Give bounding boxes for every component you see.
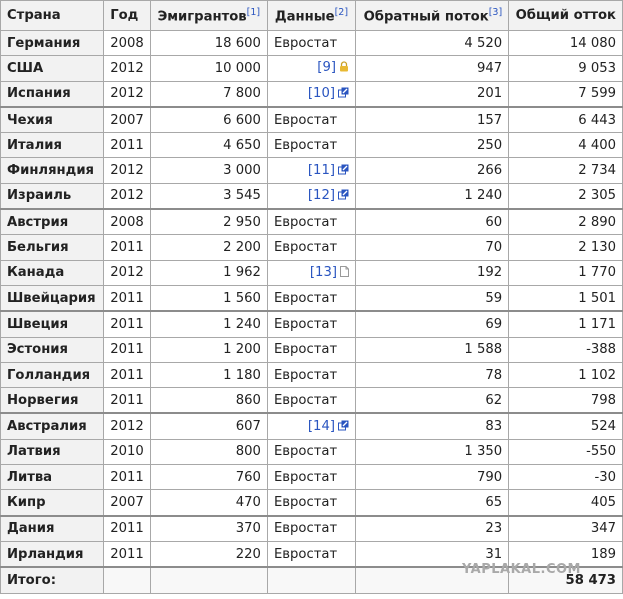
country-cell: Израиль	[1, 183, 104, 209]
table-row	[1, 516, 623, 542]
ref-link-3[interactable]: [3]	[488, 6, 503, 18]
emigrants-cell: 760	[150, 465, 267, 490]
header-total-outflow[interactable]: Общий отток	[509, 1, 623, 31]
country-cell: Литва	[1, 465, 104, 490]
total-outflow-cell: 6 443	[509, 107, 623, 133]
country-cell: США	[1, 56, 104, 81]
data-source-cell: Евростат	[267, 235, 355, 260]
data-source-cell: Евростат	[267, 439, 355, 464]
year-cell: 2011	[104, 388, 151, 414]
total-label: Итого:	[1, 567, 104, 593]
country-cell: Канада	[1, 260, 104, 285]
total-outflow-cell: 524	[509, 413, 623, 439]
data-source-cell	[267, 183, 355, 209]
table-row	[1, 183, 623, 209]
table-row	[1, 490, 623, 516]
emigrants-cell: 3 000	[150, 158, 267, 183]
table-row	[1, 362, 623, 387]
table-row	[1, 413, 623, 439]
data-source-cell	[267, 158, 355, 183]
data-source-cell	[267, 81, 355, 107]
watermark: YAPLAKAL.COM	[462, 562, 581, 577]
document-icon	[340, 266, 349, 281]
data-source-cell: Евростат	[267, 133, 355, 158]
header-data[interactable]: Данные[2]	[267, 1, 355, 31]
return-flow-cell: 790	[355, 465, 508, 490]
country-cell: Австралия	[1, 413, 104, 439]
data-source-cell: Евростат	[267, 31, 355, 56]
country-cell: Чехия	[1, 107, 104, 133]
total-outflow-cell: 2 130	[509, 235, 623, 260]
year-cell: 2011	[104, 285, 151, 311]
total-outflow-cell: 798	[509, 388, 623, 414]
total-outflow-cell: 347	[509, 516, 623, 542]
table-row	[1, 311, 623, 337]
year-cell: 2008	[104, 31, 151, 56]
data-source-cell	[267, 413, 355, 439]
table-row	[1, 133, 623, 158]
total-outflow-cell: 1 770	[509, 260, 623, 285]
return-flow-cell: 250	[355, 133, 508, 158]
year-cell: 2011	[104, 133, 151, 158]
table-row	[1, 81, 623, 107]
external-link-icon	[338, 164, 349, 179]
year-cell: 2011	[104, 337, 151, 362]
year-cell: 2010	[104, 439, 151, 464]
country-cell: Италия	[1, 133, 104, 158]
country-cell: Ирландия	[1, 541, 104, 567]
year-cell: 2007	[104, 107, 151, 133]
year-cell: 2011	[104, 362, 151, 387]
table-row	[1, 107, 623, 133]
country-cell: Германия	[1, 31, 104, 56]
header-year[interactable]: Год	[104, 1, 151, 31]
source-ref-link[interactable]: [11]	[307, 162, 335, 178]
return-flow-cell: 1 240	[355, 183, 508, 209]
country-cell: Латвия	[1, 439, 104, 464]
year-cell: 2012	[104, 56, 151, 81]
year-cell: 2011	[104, 516, 151, 542]
empty-cell	[150, 567, 267, 593]
data-source-cell: Евростат	[267, 337, 355, 362]
country-cell: Кипр	[1, 490, 104, 516]
grand-total-value: 58 473	[509, 567, 623, 593]
table-row	[1, 56, 623, 81]
table-row	[1, 285, 623, 311]
return-flow-cell: 947	[355, 56, 508, 81]
year-cell: 2012	[104, 413, 151, 439]
header-return-flow[interactable]: Обратный поток[3]	[355, 1, 508, 31]
return-flow-cell: 1 350	[355, 439, 508, 464]
data-source-cell	[267, 56, 355, 81]
emigrants-cell: 7 800	[150, 81, 267, 107]
year-cell: 2011	[104, 465, 151, 490]
country-cell: Дания	[1, 516, 104, 542]
data-source-cell	[267, 260, 355, 285]
header-country[interactable]: Страна	[1, 1, 104, 31]
return-flow-cell: 31	[355, 541, 508, 567]
return-flow-cell: 192	[355, 260, 508, 285]
emigrants-cell: 860	[150, 388, 267, 414]
return-flow-cell: 78	[355, 362, 508, 387]
emigrants-cell: 10 000	[150, 56, 267, 81]
external-link-icon	[338, 189, 349, 204]
external-link-icon	[338, 87, 349, 102]
emigrants-cell: 220	[150, 541, 267, 567]
table-row	[1, 158, 623, 183]
return-flow-cell: 23	[355, 516, 508, 542]
data-source-cell: Евростат	[267, 465, 355, 490]
country-cell: Норвегия	[1, 388, 104, 414]
table-row	[1, 260, 623, 285]
header-row	[1, 1, 623, 31]
emigrants-cell: 607	[150, 413, 267, 439]
table-row	[1, 439, 623, 464]
return-flow-cell: 69	[355, 311, 508, 337]
total-outflow-cell: 14 080	[509, 31, 623, 56]
total-outflow-cell: 2 305	[509, 183, 623, 209]
source-ref-link[interactable]: [10]	[307, 85, 335, 101]
table-row	[1, 31, 623, 56]
external-link-icon	[338, 420, 349, 435]
source-ref-link[interactable]: [12]	[307, 187, 335, 203]
data-source-cell: Евростат	[267, 311, 355, 337]
country-cell: Испания	[1, 81, 104, 107]
table-row	[1, 388, 623, 414]
emigrants-cell: 470	[150, 490, 267, 516]
return-flow-cell: 1 588	[355, 337, 508, 362]
return-flow-cell: 70	[355, 235, 508, 260]
table-row	[1, 235, 623, 260]
year-cell: 2008	[104, 209, 151, 235]
emigrants-cell: 4 650	[150, 133, 267, 158]
data-source-cell: Евростат	[267, 490, 355, 516]
total-outflow-cell: -30	[509, 465, 623, 490]
total-outflow-cell: 2 734	[509, 158, 623, 183]
source-ref-link[interactable]: [9]	[317, 60, 336, 76]
year-cell: 2012	[104, 183, 151, 209]
country-cell: Голландия	[1, 362, 104, 387]
emigrants-cell: 2 200	[150, 235, 267, 260]
return-flow-cell: 60	[355, 209, 508, 235]
return-flow-cell: 157	[355, 107, 508, 133]
return-flow-cell: 201	[355, 81, 508, 107]
emigrants-cell: 3 545	[150, 183, 267, 209]
return-flow-cell: 83	[355, 413, 508, 439]
total-outflow-cell: -550	[509, 439, 623, 464]
table-body	[1, 31, 623, 594]
return-flow-cell: 59	[355, 285, 508, 311]
year-cell: 2011	[104, 311, 151, 337]
data-source-cell: Евростат	[267, 516, 355, 542]
data-source-cell: Евростат	[267, 541, 355, 567]
total-outflow-cell: 189	[509, 541, 623, 567]
year-cell: 2012	[104, 158, 151, 183]
year-cell: 2012	[104, 260, 151, 285]
emigrants-cell: 1 560	[150, 285, 267, 311]
country-cell: Финляндия	[1, 158, 104, 183]
data-source-cell: Евростат	[267, 388, 355, 414]
empty-cell	[267, 567, 355, 593]
source-ref-link[interactable]: [14]	[307, 418, 335, 434]
total-outflow-cell: 1 171	[509, 311, 623, 337]
emigrants-cell: 800	[150, 439, 267, 464]
header-emigrants[interactable]: Эмигрантов[1]	[150, 1, 267, 31]
data-source-cell: Евростат	[267, 362, 355, 387]
emigrants-cell: 18 600	[150, 31, 267, 56]
country-cell: Швейцария	[1, 285, 104, 311]
table-row	[1, 337, 623, 362]
total-outflow-cell: 4 400	[509, 133, 623, 158]
total-outflow-cell: 2 890	[509, 209, 623, 235]
total-outflow-cell: 7 599	[509, 81, 623, 107]
emigrants-cell: 1 200	[150, 337, 267, 362]
country-cell: Бельгия	[1, 235, 104, 260]
ref-link-1[interactable]: [1]	[246, 6, 261, 18]
country-cell: Швеция	[1, 311, 104, 337]
country-cell: Австрия	[1, 209, 104, 235]
return-flow-cell: 62	[355, 388, 508, 414]
emigrants-cell: 1 962	[150, 260, 267, 285]
emigrants-cell: 2 950	[150, 209, 267, 235]
year-cell: 2011	[104, 541, 151, 567]
emigrants-cell: 1 240	[150, 311, 267, 337]
table-row	[1, 465, 623, 490]
year-cell: 2011	[104, 235, 151, 260]
year-cell: 2012	[104, 81, 151, 107]
country-cell: Эстония	[1, 337, 104, 362]
return-flow-cell: 266	[355, 158, 508, 183]
total-outflow-cell: -388	[509, 337, 623, 362]
year-cell: 2007	[104, 490, 151, 516]
emigrants-cell: 370	[150, 516, 267, 542]
data-source-cell: Евростат	[267, 209, 355, 235]
lock-icon	[339, 61, 349, 76]
total-outflow-cell: 405	[509, 490, 623, 516]
total-outflow-cell: 9 053	[509, 56, 623, 81]
ref-link-2[interactable]: [2]	[334, 6, 349, 18]
return-flow-cell: 4 520	[355, 31, 508, 56]
emigrants-cell: 1 180	[150, 362, 267, 387]
total-outflow-cell: 1 102	[509, 362, 623, 387]
data-source-cell: Евростат	[267, 107, 355, 133]
table-row	[1, 209, 623, 235]
data-source-cell: Евростат	[267, 285, 355, 311]
source-ref-link[interactable]: [13]	[309, 264, 337, 280]
total-outflow-cell: 1 501	[509, 285, 623, 311]
empty-cell	[104, 567, 151, 593]
return-flow-cell: 65	[355, 490, 508, 516]
emigrants-cell: 6 600	[150, 107, 267, 133]
